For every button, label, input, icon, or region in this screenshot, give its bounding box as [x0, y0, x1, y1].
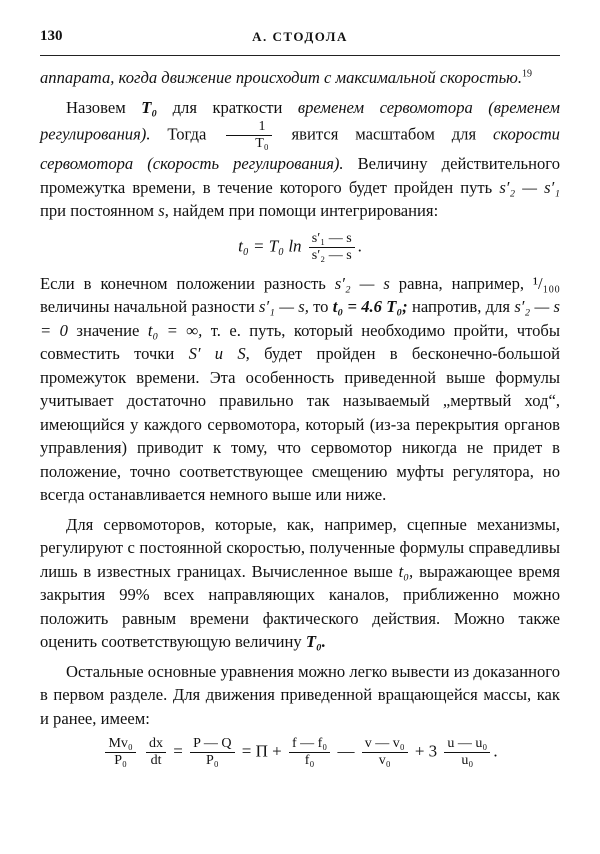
math-points: S′ и S,	[188, 344, 250, 363]
fraction-denominator: u₀	[461, 753, 474, 768]
equation-end: .	[493, 741, 498, 761]
text: Назовем	[66, 97, 126, 117]
equation-1-fraction	[309, 231, 355, 264]
para1-italic: аппарата, когда движение происходит с максимальной скоростью.	[40, 68, 522, 87]
text: Остальные основные уравнения можно легко вывести из доказанного в первом разделе. Для движения приведенной вращающейся массы, как и ранее, имеем:	[40, 661, 560, 728]
text: то	[313, 297, 329, 316]
text: при постоянном	[40, 201, 155, 220]
fraction-denominator: P₀	[205, 753, 219, 768]
text: выражающее время закрытия 99% всех направляющих каналов, приближенно можно положить равным времени фактического действия. Можно также оценить соответствующую величину	[40, 561, 560, 651]
math-expression: s′₂ — s′₁	[499, 177, 560, 197]
eq2-frac-f	[289, 736, 330, 769]
text: , найдем при помощи интегрирования:	[164, 201, 439, 220]
text: т. е. путь, который необходимо пройти, чтобы совместить точки	[40, 320, 561, 363]
eq2-frac-dx-dt	[146, 736, 166, 769]
equation-2	[40, 736, 560, 769]
math-expression: s′₂ — s	[334, 273, 390, 293]
fraction-numerator: P — Q	[190, 736, 234, 753]
text: явится масштабом для	[291, 124, 477, 144]
text: равна, например,	[398, 273, 525, 293]
text: напротив, для	[412, 297, 511, 316]
minus-sign: —	[337, 741, 355, 761]
paragraph-4	[40, 513, 560, 654]
italic-term: скорости сервомотора (скорость регулирования).	[40, 124, 560, 173]
eq2-frac-Mv0-P0	[105, 736, 135, 769]
page-number: 130	[40, 28, 63, 44]
eq2-frac-v	[362, 736, 408, 769]
paragraph-1	[40, 66, 560, 90]
symbol-T0: T₀	[141, 97, 158, 117]
text: значение	[76, 320, 140, 340]
math-expression: s′₂ — s = 0	[40, 297, 560, 340]
header-rule	[40, 55, 560, 56]
fraction-denominator: T₀	[255, 136, 269, 151]
fraction-numerator: dx	[146, 736, 166, 753]
equation-1	[40, 231, 560, 264]
math-value: t₀ = 4.6 T₀;	[332, 297, 408, 316]
fraction-numerator: f — f₀	[289, 736, 330, 753]
fraction-numerator: v — v₀	[362, 736, 408, 753]
eq2-frac-u	[444, 736, 490, 769]
fraction-numerator: s′₁ — s	[309, 231, 355, 248]
fraction-denominator: f₀	[304, 753, 315, 768]
math-variable: s	[158, 201, 165, 220]
fraction-numerator: u — u₀	[444, 736, 490, 753]
plus-three: + 3	[414, 741, 438, 761]
equals-sign: =	[173, 741, 183, 761]
page-header	[40, 28, 560, 50]
paragraph-5	[40, 660, 560, 731]
equation-lhs: t₀ = T₀ ln	[238, 235, 302, 255]
symbol-T0: T₀.	[305, 632, 326, 651]
page-body	[40, 66, 560, 769]
math-value: t₀ = ∞,	[147, 320, 203, 340]
fraction-denominator: s′₂ — s	[311, 247, 352, 263]
fraction-denominator: v₀	[378, 753, 391, 768]
paragraph-2	[40, 96, 560, 223]
eq2-frac-PQ-P0	[190, 736, 234, 769]
text: для краткости	[172, 97, 283, 117]
paragraph-3	[40, 272, 560, 507]
text: величины начальной разности	[40, 297, 255, 316]
math-variable: t₀,	[398, 561, 414, 581]
fraction-numerator: Mv₀	[105, 736, 135, 753]
fraction-1-over-T0	[226, 119, 271, 152]
equation-end: .	[357, 235, 362, 255]
text: Если в конечном положении разность	[40, 273, 326, 293]
text: Для сервомоторов, которые, как, например, сцепные механизмы, регулируют с постоянной скоростью, полученные формулы справедливы лишь в известных границах. Вычисленное выше	[40, 514, 560, 581]
ratio: ¹/₁₀₀	[533, 273, 560, 293]
fraction-numerator: 1	[226, 119, 271, 136]
fraction-denominator: P₀	[114, 753, 127, 768]
running-title: А. СТОДОЛА	[252, 29, 348, 44]
math-expression: s′₁ — s,	[259, 297, 309, 316]
italic-term: временем сервомотора (временем регулирования).	[40, 97, 560, 144]
text: будет пройден в бесконечно-большой промежуток времени. Эта особенность приведенной выше формулы учитывает достаточно правильно так называемый „мертвый ход“, имеющийся у каждого сервомотора, который (из-за перекрытия органов управления) приводит к тому, что сервомотор никогда не придет в положение, точно соответствующее смещению муфты регулятора, но всегда останавливается немного выше или ниже.	[40, 344, 560, 504]
text: Тогда	[167, 124, 207, 144]
footnote-ref: 19	[521, 68, 532, 80]
equals-pi-plus: = Π +	[241, 741, 282, 761]
text: Величину действительного промежутка времени, в течение которого будет пройден путь	[40, 154, 560, 197]
fraction-denominator: dt	[150, 753, 162, 768]
